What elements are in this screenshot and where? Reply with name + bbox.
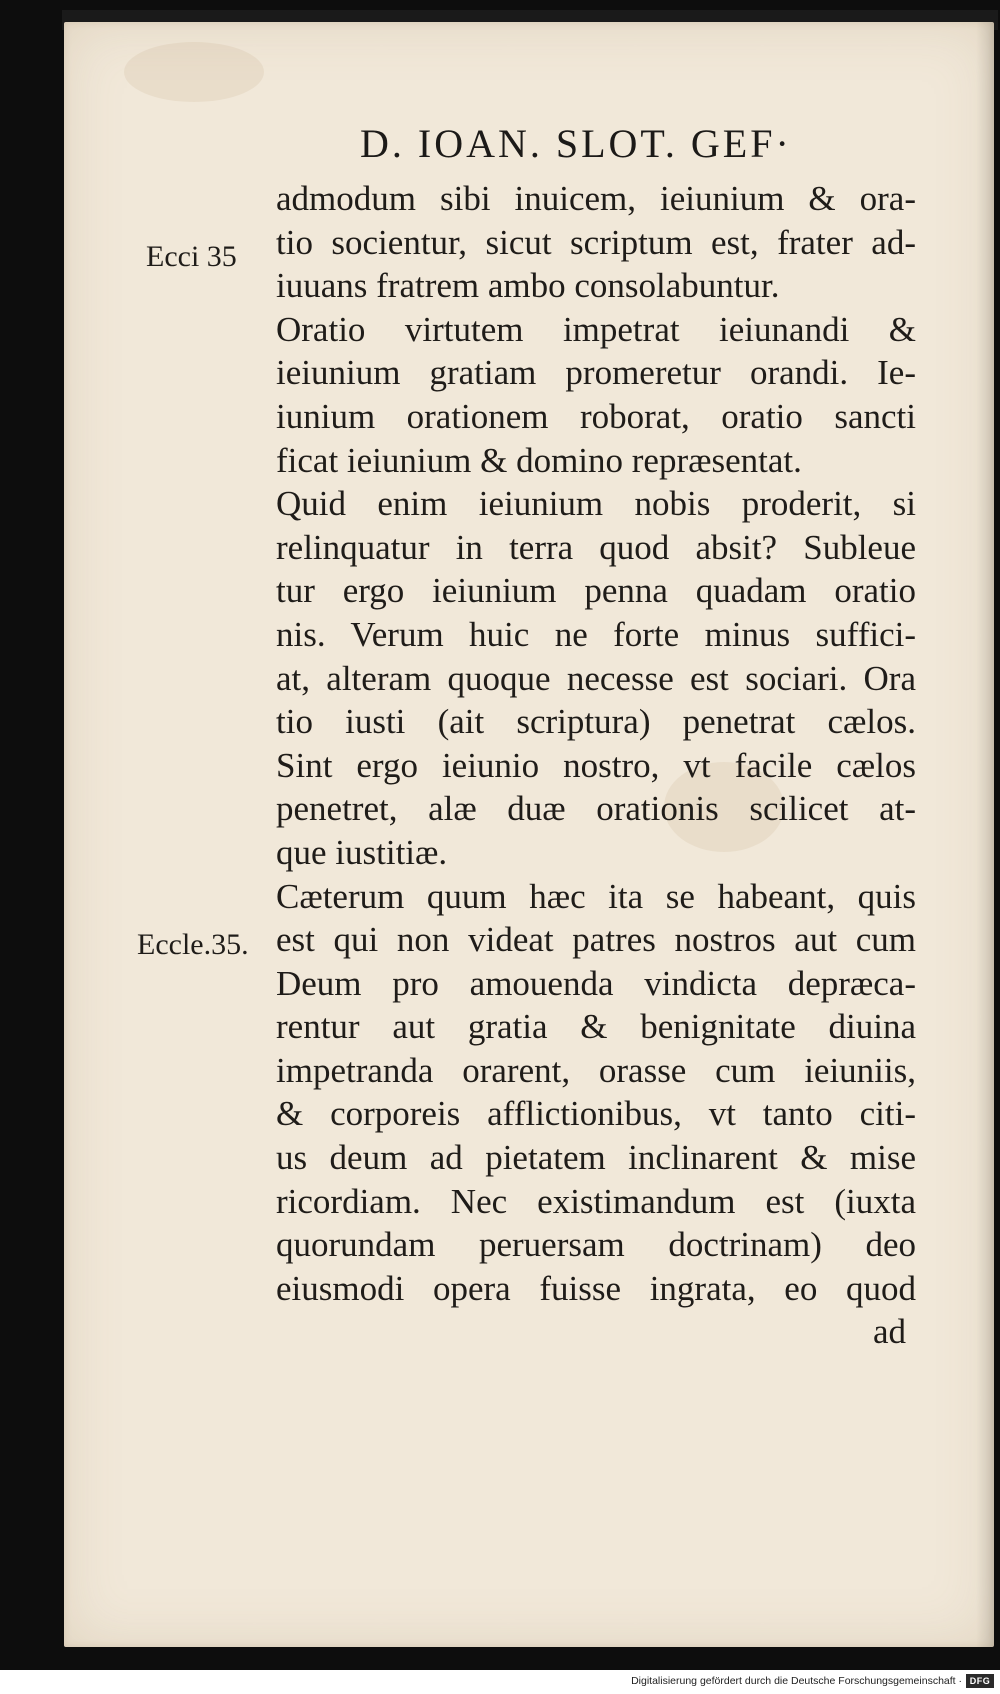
footer-credit: Digitalisierung gefördert durch die Deutsche Forschungsgemeinschaft ·: [631, 1675, 962, 1687]
text-line: tur ergo ieiunium penna quadam oratio: [276, 571, 916, 611]
text-line: ricordiam. Nec existimandum est (iuxta: [276, 1181, 916, 1221]
text-line: impetranda orarent, orasse cum ieiuniis,: [276, 1050, 916, 1090]
text-line: quorundam peruersam doctrinam) deo: [276, 1225, 916, 1265]
body-text: [276, 177, 916, 1354]
margin-note-eccle: Eccle.35.: [137, 928, 249, 961]
text-line: Quid enim ieiunium nobis proderit, si: [276, 484, 916, 524]
text-line: est qui non videat patres nostros aut cum: [276, 920, 916, 960]
text-line: relinquatur in terra quod absit? Subleue: [276, 527, 916, 567]
text-line: ficat ieiunium & domino repræsentat.: [276, 440, 802, 480]
text-line: eiusmodi opera fuisse ingrata, eo quod: [276, 1268, 916, 1308]
text-line: nis. Verum huic ne forte minus suffici-: [276, 614, 916, 654]
text-line: ieiunium gratiam promeretur orandi. Ie-: [276, 353, 916, 393]
text-line: iunium orationem roborat, oratio sancti: [276, 396, 916, 436]
text-line: tio socientur, sicut scriptum est, frater ad-: [276, 222, 916, 262]
text-line: Sint ergo ieiunio nostro, vt facile cælos: [276, 745, 916, 785]
text-line: admodum sibi inuicem, ieiunium & ora-: [276, 179, 916, 218]
catchword: ad: [872, 1312, 906, 1352]
digitization-footer: [0, 1670, 1000, 1694]
text-line: iuuans fratrem ambo consolabuntur.: [276, 266, 780, 306]
text-line: at, alteram quoque necesse est sociari. Ora: [276, 658, 916, 698]
text-line: Oratio virtutem impetrat ieiunandi &: [276, 309, 916, 349]
text-line: tio iusti (ait scriptura) penetrat cælos.: [276, 702, 916, 742]
running-head: D. IOAN. SLOT. GEF·: [360, 121, 792, 166]
text-line: que iustitiæ.: [276, 832, 448, 872]
text-line: rentur aut gratia & benignitate diuina: [276, 1007, 916, 1047]
text-line: & corporeis afflictionibus, vt tanto citi-: [276, 1094, 916, 1134]
text-line: us deum ad pietatem inclinarent & mise: [276, 1138, 916, 1178]
text-line: penetret, alæ duæ orationis scilicet at-: [276, 789, 916, 829]
dfg-logo: DFG: [966, 1674, 994, 1688]
text-line: Cæterum quum hæc ita se habeant, quis: [276, 876, 916, 916]
paper-stain: [124, 42, 264, 102]
text-line: Deum pro amouenda vindicta depræca-: [276, 963, 916, 1003]
margin-note-ecci: Ecci 35: [146, 240, 237, 273]
